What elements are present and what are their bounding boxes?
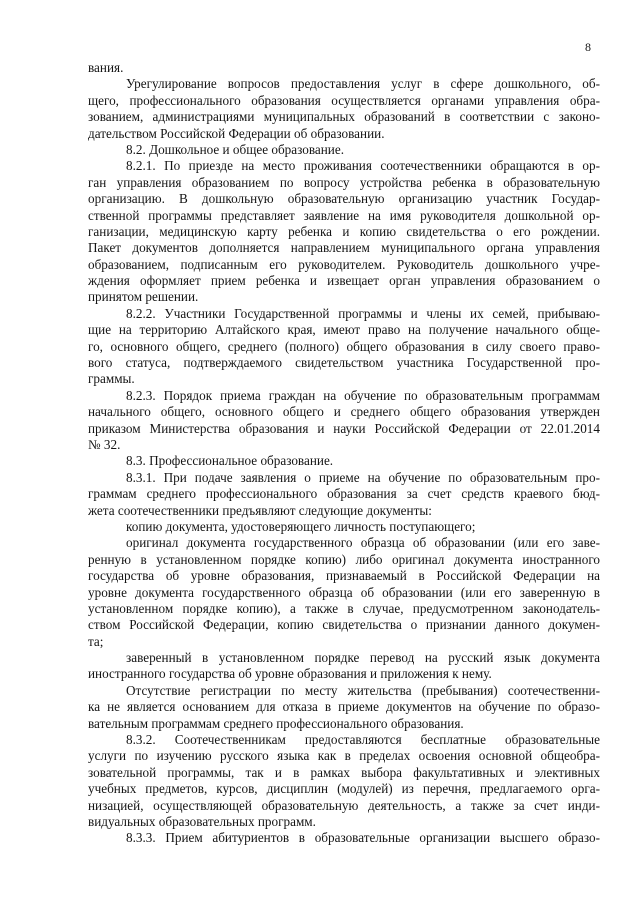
- text-line: заверенный в установленном порядке перевод на русский язык документа: [126, 650, 600, 666]
- text-line: ган управления образованием по вопросу устройства ребенка в образовательную: [88, 174, 600, 190]
- text-line: приказом Министерства образования и науки Российской Федерации от 22.01.2014: [88, 420, 600, 436]
- text-line: 8.2.2. Участники Государственной программы и члены их семей, прибываю-: [126, 305, 600, 321]
- text-line: установленном порядке копию), а также в случае, предусмотренном законодатель-: [88, 600, 600, 616]
- text-line: 8.3.2. Соотечественникам предоставляются бесплатные образовательные: [126, 732, 600, 748]
- document-body: [88, 60, 600, 847]
- text-line: 8.2.3. Порядок приема граждан на обучение по образовательным программам: [126, 387, 600, 403]
- text-line: ственной программы представляет заявление на имя руководителя дошкольной ор-: [88, 207, 600, 223]
- text-line: услуги по изучению русского языка как в пределах освоения основной общеобра-: [88, 748, 600, 764]
- page-number: 8: [585, 40, 591, 54]
- text-line: иностранного государства об уровне образования и приложения к нему.: [88, 666, 492, 682]
- text-line: учебных предметов, курсов, дисциплин (модулей) из перечня, предлагаемого орга-: [88, 781, 600, 797]
- text-line: 8.2.1. По приезде на место проживания соотечественники обращаются в ор-: [126, 158, 600, 174]
- text-line: образованием, подписанным его руководителем. Руководитель дошкольного учре-: [88, 256, 600, 272]
- text-line: вательным программам среднего профессионального образования.: [88, 715, 464, 731]
- text-line: ренную в установленном порядке копию) либо оригинал документа иностранного: [88, 551, 600, 567]
- text-line: начального общего, основного общего и среднего общего образования утвержден: [88, 404, 600, 420]
- text-line: ка не является основанием для отказа в приеме документов на обучение по образо-: [88, 699, 600, 715]
- text-line: ждения оформляет прием ребенка и извещает орган управления образованием о: [88, 273, 600, 289]
- text-line: Отсутствие регистрации по месту жительства (пребывания) соотечественни-: [126, 682, 600, 698]
- text-line: принятом решении.: [88, 289, 199, 305]
- text-line: ством Российской Федерации, копию свидетельства о признании данного докумен-: [88, 617, 600, 633]
- text-line: щие на территорию Алтайского края, имеют право на получение начального обще-: [88, 322, 600, 338]
- text-line: № 32.: [88, 436, 121, 452]
- text-line: 8.2. Дошкольное и общее образование.: [126, 141, 344, 157]
- text-line: 8.3.1. При подаче заявления о приеме на обучение по образовательным про-: [126, 469, 600, 485]
- text-line: граммам среднего профессионального образования за счет средств краевого бюд-: [88, 486, 600, 502]
- text-line: видуальных образовательных программ.: [88, 813, 316, 829]
- text-line: оригинал документа государственного образца об образовании (или его заве-: [126, 535, 600, 551]
- text-line: ганизации, медицинскую карту ребенка и копию свидетельства о его рождении.: [88, 223, 600, 239]
- text-line: вания.: [88, 60, 124, 75]
- text-line: дательством Российской Федерации об образовании.: [88, 125, 385, 141]
- text-line: жета соотечественники предъявляют следующие документы:: [88, 502, 432, 518]
- text-line: го, основного общего, среднего (полного) общего образования в силу своего право-: [88, 338, 600, 354]
- text-line: зованием, администрациями муниципальных образований в соответствии с законо-: [88, 109, 600, 125]
- text-line: организацию. В дошкольную образовательную организацию участник Государ-: [88, 191, 600, 207]
- text-line: копию документа, удостоверяющего личность поступающего;: [126, 518, 476, 534]
- text-line: низацией, осуществляющей образовательную деятельность, а также за счет инди-: [88, 797, 600, 813]
- text-line: Урегулирование вопросов предоставления услуг в сфере дошкольного, об-: [126, 76, 600, 92]
- text-line: вого статуса, подтверждаемого свидетельством участника Государственной про-: [88, 355, 600, 371]
- text-line: государства об уровне образования, признаваемый в Российской Федерации на: [88, 568, 600, 584]
- text-line: граммы.: [88, 371, 135, 387]
- text-line: та;: [88, 633, 104, 649]
- text-line: зовательной программы, так и в рамках выбора факультативных и элективных: [88, 764, 600, 780]
- text-line: уровне документа государственного образца об образовании (или его заверенную в: [88, 584, 600, 600]
- text-line: щего, профессионального образования осуществляется органами управления обра-: [88, 92, 600, 108]
- text-line: 8.3. Профессиональное образование.: [126, 453, 334, 469]
- text-line: 8.3.3. Прием абитуриентов в образовательные организации высшего образо-: [126, 830, 600, 846]
- text-line: Пакет документов дополняется направлением муниципального органа управления: [88, 240, 600, 256]
